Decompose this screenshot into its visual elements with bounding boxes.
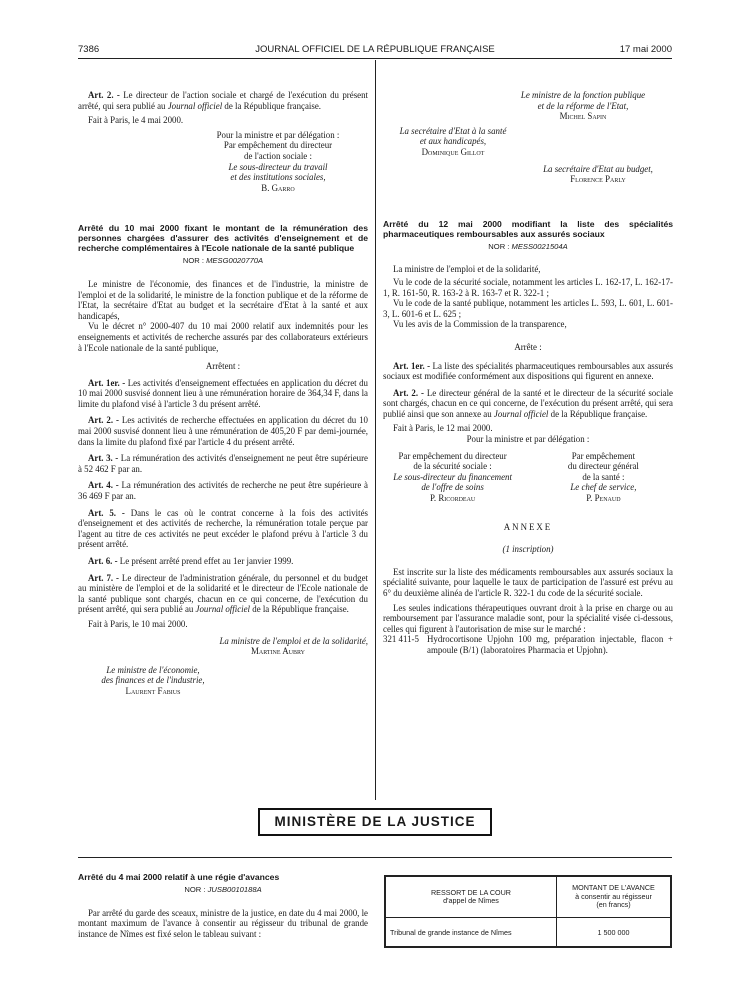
signature-line: Le chef de service, [570, 482, 637, 493]
article-1 [78, 378, 368, 410]
intro-paragraph: La ministre de l'emploi et de la solidarité, [393, 264, 541, 275]
annexe-paragraph: Les seules indications thérapeutiques ouvrant droit à la prise en charge ou au remboursement par l'assurance maladie sont, pour la spécialité visée ci-dessous, celles qui figurent à l'autorisation de mise sur le marché : [383, 602, 673, 634]
header-line: MONTANT DE L'AVANCE [572, 883, 655, 893]
justice-column [78, 872, 368, 939]
signature-line: Par empêchement du directeur [223, 140, 333, 151]
signature-line: de la santé : [582, 471, 625, 482]
arretent: Arrêtent : [205, 361, 241, 372]
nor-code: JUSB0010188A [207, 885, 262, 894]
signature-title: La ministre de l'emploi et de la solidarité, [219, 635, 368, 646]
double-signature [383, 451, 673, 504]
nor-code: MESG0020770A [206, 256, 264, 266]
signature-line: La secrétaire d'Etat au budget, [543, 163, 653, 174]
article-text: Le directeur général de la santé et le directeur de la sécurité sociale sont chargés, chacun en ce qui concerne, de l'exécution du présent arrêté, qui sera publié ainsi que son annexe au [383, 387, 673, 419]
header-line: d'appel de Nîmes [443, 896, 499, 905]
signature-block-sante [383, 126, 523, 158]
table-cell-ressort: Tribunal de grande instance de Nîmes [386, 918, 557, 947]
article-list [78, 378, 368, 615]
article-lead: Art. 1er. - [88, 377, 126, 388]
article-7 [78, 573, 368, 615]
signature-line: Par empêchement du directeur [398, 450, 507, 461]
signature-line: Le sous-directeur du travail [228, 161, 328, 172]
vu-paragraph: Vu le décret n° 2000-407 du 10 mai 2000 relatif aux indemnités pour les enseignements et activités de recherche assurés par des collaborateurs extérieurs à l'Ecole nationale de la santé publique, [78, 321, 368, 353]
table-header-cell [557, 877, 671, 918]
article-3 [78, 453, 368, 474]
header-line: RESSORT DE LA COUR [430, 887, 512, 897]
signature-name: Martine Aubry [250, 646, 305, 657]
signature-name: B. Garro [261, 182, 295, 193]
entry-text: Hydrocortisone Upjohn 100 mg, préparation injectable, flacon + ampoule (B/1) (laboratoires Pharmacia et Upjohn). [427, 634, 673, 655]
article-lead: Art. 1er. - [393, 360, 431, 371]
article-4 [78, 480, 368, 501]
article-5 [78, 508, 368, 550]
nor-line [78, 885, 368, 896]
article-lead: Art. 6. - [88, 556, 118, 566]
article-text-end: de la République française. [548, 408, 648, 419]
arrete: Arrête : [514, 341, 542, 352]
avance-table [384, 875, 672, 948]
signature-block-fonction-publique [493, 90, 673, 122]
justice-paragraph: Par arrêté du garde des sceaux, ministre de la justice, en date du 4 mai 2000, le montant maximum de l'avance à consentir au régisseur du tribunal de grande instance de Nîmes est fixé selon le tableau suivant : [78, 907, 368, 939]
nor-label: NOR : [184, 885, 206, 894]
article-text: Le directeur de l'administration générale, du personnel et du budget au ministère de l'emploi et de la solidarité et le directeur de l'Ecole nationale de la santé publique sont chargés, chacun en ce qui concerne, de l'exécution du présent arrêté, qui sera publié au [78, 572, 368, 615]
signature-block-securite-sociale [383, 451, 522, 504]
arrete-title: Arrêté du 4 mai 2000 relatif à une régie d'avances [78, 872, 280, 882]
signature-line: Le ministre de l'économie, [106, 664, 200, 675]
signature-line: et de la réforme de l'Etat, [537, 100, 629, 111]
nor-label: NOR : [488, 241, 510, 251]
annexe-heading: ANNEXE [503, 521, 553, 532]
table-header-cell [386, 877, 557, 918]
fait-a-paris: Fait à Paris, le 12 mai 2000. [393, 423, 493, 434]
article-1 [383, 361, 673, 382]
article-text: Le directeur de l'action sociale et chargé de l'exécution du présent arrêté, qui sera publié au [78, 90, 369, 111]
signature-block-sante-direction [534, 451, 673, 504]
signature-name: Laurent Fabius [125, 685, 181, 696]
vu-paragraph: Vu le code de la sécurité sociale, notamment les articles L. 162-17, L. 162-17-1, R. 161-50, R. 163-2 à R. 163-7 et R. 322-1 ; [383, 276, 673, 298]
article-2 [383, 388, 673, 420]
inscription-count: (1 inscription) [502, 544, 554, 555]
article-text: La rémunération des activités d'enseignement ne peut être supérieure à 52 462 F par an. [78, 453, 368, 474]
page-number: 7386 [78, 44, 100, 55]
journal-title: JOURNAL OFFICIEL DE LA RÉPUBLIQUE FRANÇAISE [255, 44, 495, 55]
article-lead: Art. 4. - [88, 480, 119, 491]
table-row [386, 918, 671, 947]
article-lead: Art. 5. - [88, 507, 125, 518]
article-2 [78, 415, 368, 447]
article-lead: Art. 7. - [88, 572, 119, 583]
signature-line: La secrétaire d'Etat à la santé [399, 125, 507, 136]
signature-line: et aux handicapés, [419, 136, 487, 147]
nor-line [383, 242, 673, 253]
signature-line: Le sous-directeur du financement [393, 471, 512, 482]
article-text: Dans le cas où le contrat concerne à la fois des activités d'enseignement et des activités de recherche, la rémunération totale perçue par l'agent au titre de ces activités ne peut excéder le plafond prévu à l'article 3 du présent arrêté. [78, 507, 369, 550]
ministry-banner: MINISTÈRE DE LA JUSTICE [258, 808, 492, 836]
article-text: Les activités d'enseignement effectuées en application du décret du 10 mai 2000 susvisé donnent lieu à une rémunération horaire de 364,34 F, dans la limite du plafond visé à l'article 3 du présent arrêté. [78, 377, 368, 409]
signature-line: Par empêchement [571, 450, 636, 461]
article-text: Le présent arrêté prend effet au 1er janvier 1999. [117, 556, 294, 566]
signature-line: de l'action sociale : [244, 150, 312, 161]
arrete-title: Arrêté du 12 mai 2000 modifiant la liste des spécialités pharmaceutiques remboursables aux assurés sociaux [383, 218, 673, 239]
top-article-2 [78, 90, 368, 111]
article-text-end: de la République française. [250, 604, 349, 615]
signature-line: et des institutions sociales, [230, 172, 326, 183]
header-line: (en francs) [596, 900, 631, 910]
article-lead: Art. 3. - [88, 453, 119, 464]
article-text: La rémunération des activités de recherche ne peut être supérieure à 36 469 F par an. [78, 480, 368, 502]
article-text: Les activités de recherche effectuées en application du décret du 10 mai 2000 susvisé donnent lieu à une rémunération de 405,20 F par demi-journée, dans la limite du plafond fixé par l'article 4 du présent arrêté. [78, 415, 368, 447]
top-fait-a-paris: Fait à Paris, le 4 mai 2000. [88, 115, 184, 126]
column-divider [375, 60, 376, 800]
header-rule [78, 58, 672, 59]
vu-paragraph: Vu les avis de la Commission de la transparence, [393, 319, 567, 330]
signature-line: Le ministre de la fonction publique [520, 90, 646, 100]
ministry-rule [78, 857, 672, 858]
signature-name: Florence Parly [570, 174, 626, 185]
pour-la-ministre: Pour la ministre et par délégation : [466, 434, 590, 445]
article-lead: Art. 2. - [88, 415, 119, 426]
specialite-entry [383, 634, 673, 655]
signature-line: de la sécurité sociale : [413, 461, 492, 472]
nor-label: NOR : [182, 256, 204, 266]
header-line: à consentir au régisseur [575, 891, 652, 901]
signature-block-economie [78, 665, 228, 697]
vu-paragraph: Vu le code de la santé publique, notamment les articles L. 593, L. 601, L. 601-3, L. 601-6 et L. 625 ; [383, 298, 673, 319]
fait-a-paris: Fait à Paris, le 10 mai 2000. [88, 618, 188, 629]
nor-line [78, 256, 368, 267]
signature-name: P. Penaud [586, 493, 621, 504]
issue-date: 17 mai 2000 [619, 44, 672, 55]
article-lead: Art. 2. - [393, 387, 424, 398]
journal-officiel-ref: Journal officiel [493, 408, 549, 419]
article-6 [78, 556, 368, 567]
signature-line: de l'offre de soins [421, 482, 484, 493]
intro-paragraph: Le ministre de l'économie, des finances et de l'industrie, la ministre de l'emploi et de la solidarité, le ministre de la fonction publique et de la réforme de l'Etat, la secrétaire d'Etat au budget et la secrétaire d'Etat à la santé et aux handicapés, [78, 278, 368, 321]
journal-officiel-ref: Journal officiel [195, 604, 251, 615]
article-lead: Art. 2. - [88, 90, 120, 100]
signature-name: Dominique Gillot [421, 146, 485, 157]
left-column [78, 90, 368, 697]
article-text-end: de la République française. [222, 100, 322, 111]
signature-block-budget [523, 164, 673, 185]
top-signature-block [188, 130, 368, 194]
right-column [383, 90, 673, 656]
signature-name: P. Ricordeau [429, 493, 476, 504]
journal-officiel-ref: Journal officiel [167, 100, 223, 111]
nor-code: MESS0021504A [511, 241, 568, 251]
annexe-paragraph: Est inscrite sur la liste des médicaments remboursables aux assurés sociaux la spécialité suivante, pour laquelle le taux de participation de l'assuré est prévu au 6° du deuxième alinéa de l'article R. 322-1 du code de la sécurité sociale. [383, 566, 673, 598]
signature-line: des finances et de l'industrie, [101, 675, 205, 686]
arrete-title: Arrêté du 10 mai 2000 fixant le montant de la rémunération des personnes chargées d'assurer des activités d'enseignement et de recherche complémentaires à l'Ecole nationale de la santé publique [78, 223, 368, 254]
entry-code: 321 411-5 [383, 634, 419, 645]
signature-line: Pour la ministre et par délégation : [216, 129, 340, 140]
signature-name: Michel Sapin [559, 111, 607, 122]
article-text: La liste des spécialités pharmaceutiques remboursables aux assurés sociaux est modifiée conformément aux dispositions qui figurent en annexe. [383, 360, 673, 382]
signature-line: du directeur général [567, 461, 639, 472]
table-header-row [386, 877, 671, 918]
page-header [78, 44, 672, 58]
table-cell-montant: 1 500 000 [557, 918, 671, 947]
